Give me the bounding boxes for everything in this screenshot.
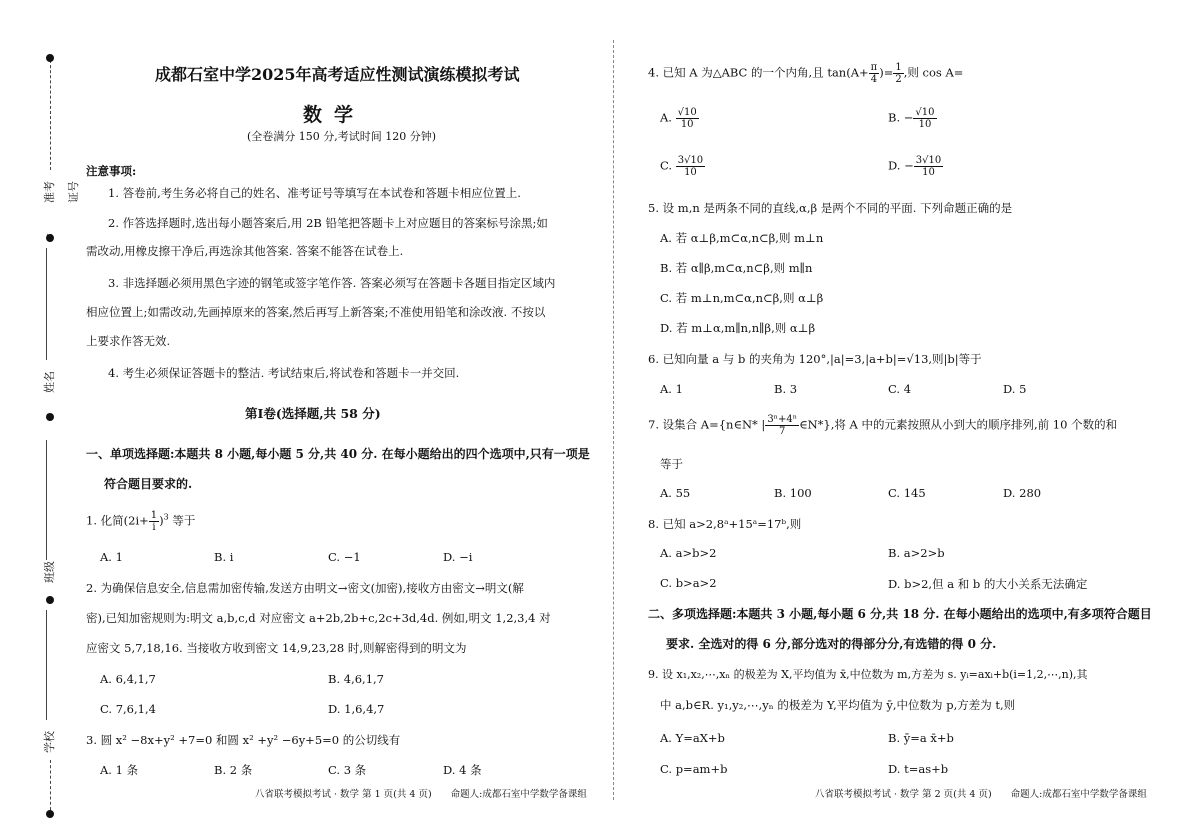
q9-option: C. p=am+b xyxy=(660,762,728,776)
q1-option: D. −i xyxy=(443,550,473,564)
name-label: 姓名 xyxy=(43,371,56,393)
notice-line: 1. 答卷前,考生务必将自己的姓名、准考证号等填写在本试卷和答题卡相应位置上. xyxy=(108,186,521,200)
q7-numerator: 3ⁿ+4ⁿ xyxy=(767,414,798,425)
binding-dashed-line xyxy=(50,760,51,810)
school-write-line xyxy=(46,610,47,720)
q7-fraction xyxy=(765,414,799,437)
school-label: 学校 xyxy=(43,731,56,753)
q7-suffix: ∈N*},将 A 中的元素按照从小到大的顺序排列,前 10 个数的和 xyxy=(799,417,1118,432)
q1-prefix: 1. 化简 xyxy=(86,513,124,528)
q4-four: 4 xyxy=(870,74,878,85)
q8-option: B. a>2>b xyxy=(888,546,945,560)
q4-option-num: √10 xyxy=(677,107,697,118)
volume-heading: 第Ⅰ卷(选择题,共 58 分) xyxy=(245,406,381,421)
q4-pi-fraction xyxy=(869,62,880,85)
q4-option-den: 10 xyxy=(680,119,694,130)
q7-line2: 等于 xyxy=(660,457,683,471)
q4-option-num: √10 xyxy=(915,107,935,118)
question-5: 5. 设 m,n 是两条不同的直线,α,β 是两个不同的平面. 下列命题正确的是 xyxy=(648,201,1013,215)
q6-option: C. 4 xyxy=(888,382,912,396)
q5-option: D. 若 m⊥α,m∥n,n∥β,则 α⊥β xyxy=(660,321,816,335)
exam-title: 成都石室中学2025年高考适应性测试演练模拟考试 xyxy=(155,65,520,84)
q4-option-fraction xyxy=(676,107,699,130)
q1-expr: (2i+ xyxy=(123,513,149,528)
notice-line: 4. 考生必须保证答题卡的整洁. 考试结束后,将试卷和答题卡一并交回. xyxy=(108,366,460,380)
q9-line: 中 a,b∈R. y₁,y₂,⋯,yₙ 的极差为 Y,平均值为 ȳ,中位数为 p,方差为 t,则 xyxy=(660,698,1016,712)
q4-option-den: 10 xyxy=(918,119,932,130)
binding-hole-dot xyxy=(46,596,54,604)
q1-power: 3 xyxy=(163,512,169,522)
q5-option: A. 若 α⊥β,m⊂α,n⊂β,则 m⊥n xyxy=(660,231,824,245)
q1-expr-close: ) xyxy=(159,513,164,528)
name-write-line xyxy=(46,300,47,360)
q7-option: B. 100 xyxy=(774,486,812,500)
q5-option: C. 若 m⊥n,m⊂α,n⊂β,则 α⊥β xyxy=(660,291,824,305)
q1-option: A. 1 xyxy=(100,550,123,564)
section2-heading-cont: 要求. 全选对的得 6 分,部分选对的得部分分,有选错的得 0 分. xyxy=(666,637,997,651)
q9-option: A. Y=aX+b xyxy=(660,731,725,745)
q2-line: 2. 为确保信息安全,信息需加密传输,发送方由明文→密文(加密),接收方由密文→明文(解 xyxy=(86,581,524,595)
q9-option: D. t=as+b xyxy=(888,762,949,776)
q4-option-num: 3√10 xyxy=(915,155,942,166)
q4-option-sign: − xyxy=(904,158,914,173)
q4-option-fraction xyxy=(914,155,943,178)
q1-option: C. −1 xyxy=(328,550,361,564)
q4-option xyxy=(660,107,699,130)
q8-option: C. b>a>2 xyxy=(660,576,717,590)
q2-option: C. 7,6,1,4 xyxy=(100,702,156,716)
q4-option-den: 10 xyxy=(684,167,697,178)
binding-hole-dot xyxy=(46,234,54,242)
q4-one: 1 xyxy=(895,62,902,73)
q3-option: B. 2 条 xyxy=(214,763,253,777)
q4-pi: π xyxy=(870,62,878,73)
q6-option: A. 1 xyxy=(660,382,683,396)
binding-dashed-line xyxy=(50,60,51,170)
q6-option: B. 3 xyxy=(774,382,798,396)
q1-denominator: i xyxy=(152,522,156,533)
notice-line: 3. 非选择题必须用黑色字迹的钢笔或签字笔作答. 答案必须写在答题卡各题目指定区域内 xyxy=(108,276,556,290)
q4-suffix: ,则 cos A= xyxy=(903,65,964,80)
notice-heading: 注意事项: xyxy=(86,164,137,178)
q2-option: D. 1,6,4,7 xyxy=(328,702,385,716)
q3-option: D. 4 条 xyxy=(443,763,482,777)
q9-line: 9. 设 x₁,x₂,⋯,xₙ 的极差为 X,平均值为 x̄,中位数为 m,方差为 s. yᵢ=axᵢ+b(i=1,2,⋯,n),其 xyxy=(648,668,1088,681)
q4-option-sign: − xyxy=(903,110,914,125)
subject-heading: 数学 xyxy=(303,104,366,126)
q1-fraction xyxy=(149,510,159,533)
exam-note: (全卷满分 150 分,考试时间 120 分钟) xyxy=(247,130,437,143)
q4-option-label: C. xyxy=(660,158,673,173)
q9-option: B. ȳ=a x̄+b xyxy=(888,731,954,745)
q2-line: 密),已知加密规则为:明文 a,b,c,d 对应密文 a+2b,2b+c,2c+3d,4d. 例如,明文 1,2,3,4 对 xyxy=(86,611,551,625)
notice-line: 需改动,用橡皮擦干净后,再选涂其他答案. 答案不能答在试卷上. xyxy=(86,244,404,258)
q5-option: B. 若 α∥β,m⊂α,n⊂β,则 m∥n xyxy=(660,261,813,275)
q4-half-fraction xyxy=(893,62,903,85)
page-divider xyxy=(613,40,614,800)
question-4 xyxy=(648,62,963,85)
q4-option xyxy=(888,107,937,130)
q6-option: D. 5 xyxy=(1003,382,1027,396)
question-7 xyxy=(648,414,1117,437)
q4-option xyxy=(888,155,943,178)
q4-prefix: 4. 已知 A 为△ABC 的一个内角,且 tan(A+ xyxy=(648,65,869,80)
q4-option-label: A. xyxy=(660,110,672,125)
q1-numerator: 1 xyxy=(150,510,158,521)
q2-option: B. 4,6,1,7 xyxy=(328,672,384,686)
question-8: 8. 已知 a>2,8ᵃ+15ᵃ=17ᵇ,则 xyxy=(648,517,802,531)
question-3: 3. 圆 x² −8x+y² +7=0 和圆 x² +y² −6y+5=0 的公切线有 xyxy=(86,733,401,747)
q7-denominator: 7 xyxy=(779,426,786,437)
q3-option: A. 1 条 xyxy=(100,763,139,777)
binding-strip xyxy=(0,0,80,831)
right-footer: 八省联考模拟考试 · 数学 第 2 页(共 4 页) 命题人:成都石室中学数学备课组 xyxy=(815,789,1147,800)
q4-option-num: 3√10 xyxy=(677,155,704,166)
section1-heading-cont: 符合题目要求的. xyxy=(104,477,193,491)
q7-option: A. 55 xyxy=(660,486,691,500)
q2-line: 应密文 5,7,18,16. 当接收方收到密文 14,9,23,28 时,则解密得到的明文为 xyxy=(86,641,467,655)
q4-two: 2 xyxy=(895,74,902,85)
q4-option-den: 10 xyxy=(922,167,935,178)
binding-hole-dot xyxy=(46,54,54,62)
q1-option: B. i xyxy=(214,550,234,564)
q2-option: A. 6,4,1,7 xyxy=(100,672,156,686)
q4-option-fraction xyxy=(913,107,936,130)
left-footer: 八省联考模拟考试 · 数学 第 1 页(共 4 页) 命题人:成都石室中学数学备课组 xyxy=(255,789,587,800)
q8-option: A. a>b>2 xyxy=(660,546,717,560)
q4-mid: )= xyxy=(879,65,894,80)
q1-suffix: 等于 xyxy=(168,513,196,528)
q7-option: C. 145 xyxy=(888,486,926,500)
q4-option-label: B. xyxy=(888,110,901,125)
q7-prefix: 7. 设集合 A={n∈N* | xyxy=(648,417,766,432)
binding-hole-dot xyxy=(46,810,54,818)
question-1 xyxy=(86,510,195,533)
class-write-line xyxy=(46,440,47,560)
notice-line: 2. 作答选择题时,选出每小题答案后,用 2B 铅笔把答题卡上对应题目的答案标号涂黑;如 xyxy=(108,216,548,230)
section2-heading: 二、多项选择题:本题共 3 小题,每小题 6 分,共 18 分. 在每小题给出的选项中,有多项符合题目 xyxy=(648,607,1152,621)
notice-line: 上要求作答无效. xyxy=(86,334,171,348)
class-label: 班级 xyxy=(43,561,56,583)
q4-option-label: D. xyxy=(888,158,901,173)
question-6: 6. 已知向量 a 与 b 的夹角为 120°,|a|=3,|a+b|=√13,则|b|等于 xyxy=(648,352,982,366)
exam-id-label: 准考证号 xyxy=(43,181,80,203)
notice-line: 相应位置上;如需改动,先画掉原来的答案,然后再写上新答案;不准使用铅笔和涂改液. 不按以 xyxy=(86,305,546,319)
q8-option: D. b>2,但 a 和 b 的大小关系无法确定 xyxy=(888,577,1088,591)
q3-option: C. 3 条 xyxy=(328,763,367,777)
section1-heading: 一、单项选择题:本题共 8 小题,每小题 5 分,共 40 分. 在每小题给出的四个选项中,只有一项是 xyxy=(86,447,590,461)
binding-hole-dot xyxy=(46,413,54,421)
q4-option xyxy=(660,155,705,178)
q7-option: D. 280 xyxy=(1003,486,1042,500)
q4-option-fraction xyxy=(676,155,705,178)
